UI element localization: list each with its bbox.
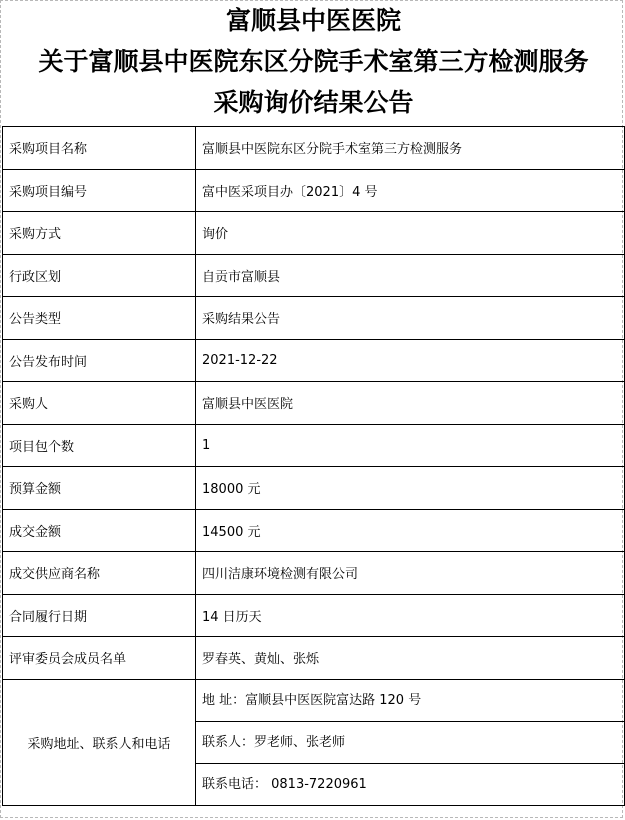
table-row bbox=[3, 254, 625, 297]
row-label-purchaser: 采购人 bbox=[3, 382, 196, 425]
row-value-administrative-region: 自贡市富顺县 bbox=[196, 254, 625, 297]
table-row bbox=[3, 169, 625, 212]
table-row bbox=[3, 382, 625, 425]
row-value-contract-period: 14 日历天 bbox=[196, 594, 625, 637]
row-label-publish-time: 公告发布时间 bbox=[3, 339, 196, 382]
row-label-announcement-type: 公告类型 bbox=[3, 297, 196, 340]
row-value-review-committee: 罗春英、黄灿、张烁 bbox=[196, 637, 625, 680]
row-label-supplier-name: 成交供应商名称 bbox=[3, 552, 196, 595]
table-row bbox=[3, 637, 625, 680]
project-title-heading: 关于富顺县中医院东区分院手术室第三方检测服务 bbox=[38, 47, 589, 76]
hospital-name-heading: 富顺县中医医院 bbox=[225, 6, 401, 35]
announcement-title bbox=[1, 1, 625, 127]
row-label-deal-amount: 成交金额 bbox=[3, 509, 196, 552]
result-announcement-heading: 采购询价结果公告 bbox=[213, 88, 414, 117]
row-value-supplier-name: 四川洁康环境检测有限公司 bbox=[196, 552, 625, 595]
row-label-project-name: 采购项目名称 bbox=[3, 127, 196, 170]
table-row bbox=[3, 424, 625, 467]
row-value-budget-amount: 18000 元 bbox=[196, 467, 625, 510]
table-row bbox=[3, 467, 625, 510]
row-value-publish-time: 2021-12-22 bbox=[196, 339, 625, 382]
row-value-deal-amount: 14500 元 bbox=[196, 509, 625, 552]
row-label-procurement-method: 采购方式 bbox=[3, 212, 196, 255]
row-value-package-count: 1 bbox=[196, 424, 625, 467]
row-label-review-committee: 评审委员会成员名单 bbox=[3, 637, 196, 680]
row-value-project-number: 富中医采项目办〔2021〕4 号 bbox=[196, 169, 625, 212]
row-label-project-number: 采购项目编号 bbox=[3, 169, 196, 212]
contact-address: 地 址：富顺县中医医院富达路 120 号 bbox=[202, 692, 422, 708]
contact-phone: 联系电话： 0813-7220961 bbox=[196, 763, 624, 805]
row-label-budget-amount: 预算金额 bbox=[3, 467, 196, 510]
table-row bbox=[3, 127, 625, 170]
row-value-project-name: 富顺县中医院东区分院手术室第三方检测服务 bbox=[196, 127, 625, 170]
table-row bbox=[3, 552, 625, 595]
row-value-contact bbox=[196, 679, 625, 805]
table-row bbox=[3, 339, 625, 382]
row-value-procurement-method: 询价 bbox=[196, 212, 625, 255]
row-label-contract-period: 合同履行日期 bbox=[3, 594, 196, 637]
procurement-info-table bbox=[2, 126, 625, 806]
row-label-contact: 采购地址、联系人和电话 bbox=[3, 679, 196, 805]
table-row bbox=[3, 212, 625, 255]
row-label-administrative-region: 行政区划 bbox=[3, 254, 196, 297]
contact-persons: 联系人：罗老师、张老师 bbox=[196, 721, 624, 763]
table-row bbox=[3, 297, 625, 340]
table-row-contact bbox=[3, 679, 625, 805]
row-value-purchaser: 富顺县中医医院 bbox=[196, 382, 625, 425]
table-row bbox=[3, 509, 625, 552]
row-label-package-count: 项目包个数 bbox=[3, 424, 196, 467]
row-value-announcement-type: 采购结果公告 bbox=[196, 297, 625, 340]
table-row bbox=[3, 594, 625, 637]
